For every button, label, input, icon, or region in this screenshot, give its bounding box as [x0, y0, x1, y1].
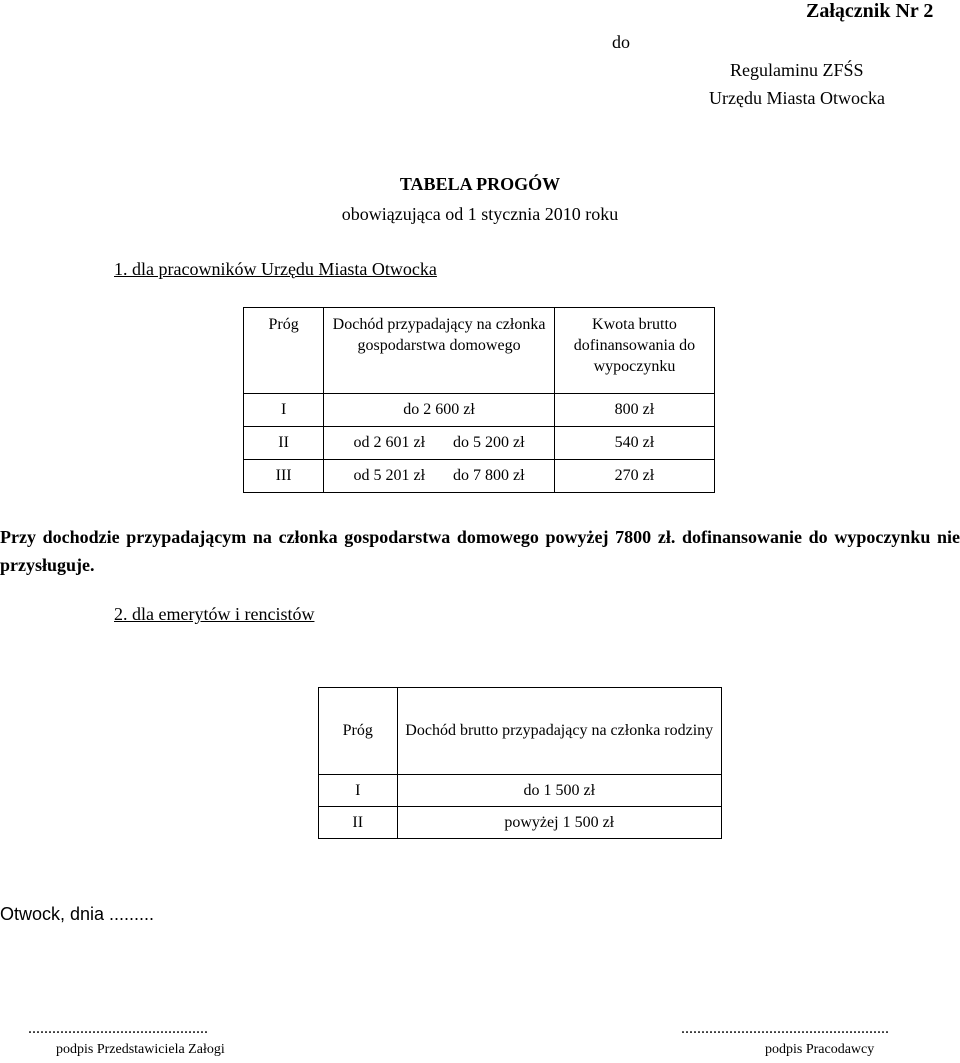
signature-line-right: .................................................... — [681, 1020, 889, 1037]
income-cell — [324, 394, 555, 427]
table-row — [319, 807, 722, 839]
section-2-heading: 2. dla emerytów i rencistów — [114, 604, 315, 624]
section-1-note: Przy dochodzie przypadającym na członka gospodarstwa domowego powyżej 7800 zł. dofinansowanie do wypoczynku nie przysługuje. — [0, 527, 960, 575]
section-1-heading: 1. dla pracowników Urzędu Miasta Otwocka — [114, 259, 437, 279]
document-title: TABELA PROGÓW — [399, 174, 561, 194]
table-header-row — [319, 688, 722, 775]
income-from: od 5 201 zł — [353, 467, 426, 484]
column-header-income: Dochód przypadający na członka gospodarstwa domowego — [324, 308, 555, 394]
table-header-row — [244, 308, 715, 394]
income-to: do 5 200 zł — [453, 434, 525, 451]
annex-title: Załącznik Nr 2 — [806, 0, 934, 22]
table-row — [319, 775, 722, 807]
signature-label-employer: podpis Pracodawcy — [765, 1042, 875, 1057]
employee-threshold-table — [243, 307, 715, 493]
table-row — [244, 394, 715, 427]
document-subtitle: obowiązująca od 1 stycznia 2010 roku — [341, 204, 619, 224]
amount-cell: 800 zł — [554, 394, 714, 427]
income-to: do 2 600 zł — [403, 401, 475, 418]
amount-cell: 540 zł — [554, 427, 714, 460]
threshold-cell: I — [319, 775, 398, 807]
threshold-cell: I — [244, 394, 324, 427]
signature-line-left: ............................................. — [28, 1020, 208, 1037]
income-cell — [324, 460, 555, 493]
threshold-cell: II — [244, 427, 324, 460]
regulation-line-2: Urzędu Miasta Otwocka — [709, 88, 885, 108]
annex-to-label: do — [612, 32, 630, 52]
amount-cell: 270 zł — [554, 460, 714, 493]
place-date-line: Otwock, dnia ......... — [0, 904, 155, 924]
column-header-threshold: Próg — [319, 688, 398, 775]
table-row — [244, 460, 715, 493]
column-header-amount: Kwota brutto dofinansowania do wypoczynku — [554, 308, 714, 394]
threshold-cell: III — [244, 460, 324, 493]
column-header-threshold: Próg — [244, 308, 324, 394]
regulation-line-1: Regulaminu ZFŚS — [730, 60, 864, 80]
signature-label-staff-representative: podpis Przedstawiciela Załogi — [56, 1042, 225, 1057]
income-cell — [324, 427, 555, 460]
income-to: do 7 800 zł — [453, 467, 525, 484]
income-cell: do 1 500 zł — [397, 775, 722, 807]
income-from: od 2 601 zł — [353, 434, 426, 451]
threshold-cell: II — [319, 807, 398, 839]
pensioner-threshold-table — [318, 687, 722, 839]
income-cell: powyżej 1 500 zł — [397, 807, 722, 839]
table-row — [244, 427, 715, 460]
column-header-income: Dochód brutto przypadający na członka rodziny — [397, 688, 722, 775]
